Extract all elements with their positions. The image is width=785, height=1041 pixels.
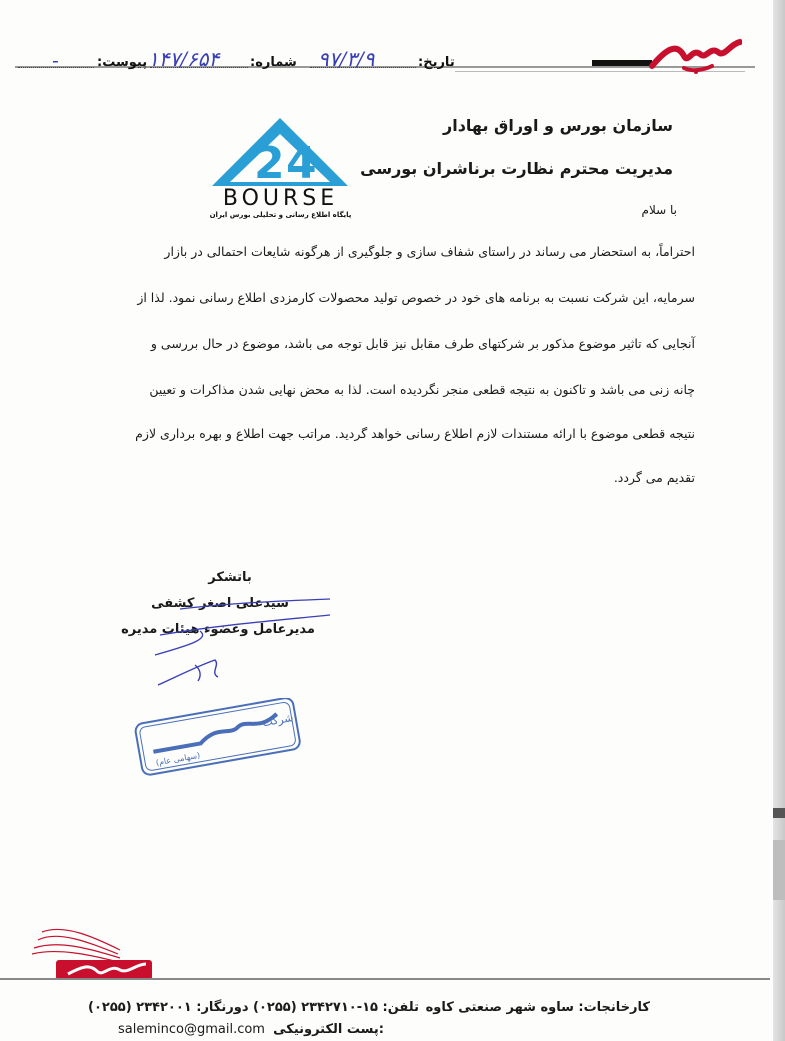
svg-text:شرکت: شرکت xyxy=(261,711,295,730)
footer-address: کارخانجات: ساوه شهر صنعتی کاوه xyxy=(425,1000,650,1015)
footer-email-address: saleminco@gmail.com xyxy=(118,1022,265,1037)
recipient-org: سازمان بورس و اوراق بهادار xyxy=(443,116,673,135)
svg-text:4: 4 xyxy=(286,138,317,188)
bourse-wordmark: BOURSE xyxy=(222,186,339,211)
company-stamp xyxy=(130,698,310,778)
scanner-mark xyxy=(773,840,785,900)
date-value: ۹۷/۳/۹ xyxy=(318,47,375,71)
footer-email-label: پست الکترونیکی: xyxy=(273,1022,384,1037)
attachment-value: - xyxy=(52,48,59,72)
svg-text:2: 2 xyxy=(254,138,285,188)
number-label: شماره: xyxy=(250,55,297,70)
signatory-name: سیدعلی اصغر کشفی xyxy=(151,596,289,611)
footer-rule xyxy=(0,978,770,980)
body-line: تقدیم می گردد. xyxy=(613,470,695,485)
handwritten-signature xyxy=(140,595,350,690)
stamp-type: (سهامی عام) xyxy=(155,750,201,768)
footer-phone: تلفن: ۱۵-۲۳۴۲۷۱۰ (۰۲۵۵) دورنگار: ۲۳۴۲۰۰۱ (۰۲۵۵) xyxy=(88,1000,419,1015)
body-line: نتیجه قطعی موضوع با ارائه مستندات لازم اطلاع رسانی خواهد گردید. مراتب جهت اطلاع و بهره برداری لازم xyxy=(135,426,695,441)
body-line: سرمایه، این شرکت نسبت به برنامه های خود در خصوص تولید محصولات کارمزدی اطلاع رسانی نمود. لذا از xyxy=(137,290,695,305)
body-line: آنجایی که تاثیر موضوع مذکور بر شرکتهای طرف مقابل نیز قابل توجه می باشد، موضوع در حال بررسی و xyxy=(150,336,695,351)
signatory-title: مدیرعامل وعضوء هیئات مدیره xyxy=(121,622,315,637)
scanner-mark xyxy=(773,808,785,818)
number-value: ۱۴۷/۶۵۴ xyxy=(148,47,220,71)
bourse-logo xyxy=(208,116,353,220)
footer-email xyxy=(118,1022,384,1037)
closing: باتشکر xyxy=(208,570,252,585)
bourse-emblem-icon xyxy=(208,116,353,188)
recipient-dept: مدیریت محترم نظارت برناشران بورسی xyxy=(360,159,673,178)
bourse-caption: پایگاه اطلاع رسانی و تحلیلی بورس ایران xyxy=(209,211,352,219)
attachment-label: پیوست: xyxy=(97,55,148,70)
date-label: تاریخ: xyxy=(418,55,455,70)
body-line: احتراماً، به استحضار می رساند در راستای شفاف سازی و جلوگیری از هرگونه شایعات احتمالی در بازار xyxy=(164,244,695,259)
company-logo xyxy=(592,38,742,76)
greeting: با سلام xyxy=(641,203,677,217)
body-line: چانه زنی می باشد و تاکنون به نتیجه قطعی منجر نگردیده است. لذا به محض نهایی شدن مذاکرات و تعیین xyxy=(149,382,695,397)
